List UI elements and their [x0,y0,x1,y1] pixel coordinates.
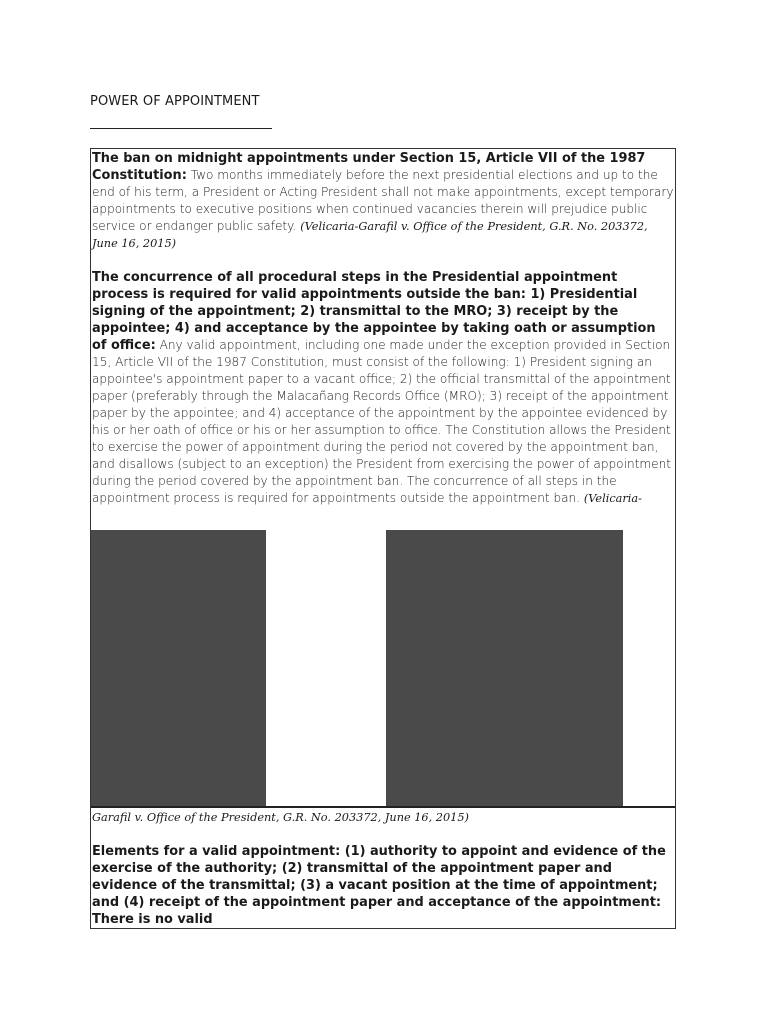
paragraph-heading: Elements for a valid appointment: (1) authority to appoint and evidence of the exercise of the authority; (2) transmittal of the appointment paper and evidence of the transmittal; (3) a vacant position at the time of appointment; and (4) receipt of the appointment paper and acceptance of the appointment: There is no valid [92,844,666,927]
redaction-block [386,530,623,806]
content-bottom [91,826,675,928]
paragraph-heading: The concurrence of all procedural steps in the Presidential appointment process is required for valid appointments outside the ban: 1) Presidential signing of the appointment; 2) transmittal to the MRO; 3) receipt by the appointee; 4) and acceptance by the appointee by taking oath or assumption of office: [92,270,656,353]
paragraph-citation-end: Garafil v. Office of the President, G.R. No. 203372, June 16, 2015) [92,811,469,824]
paragraph-heading: The ban on midnight appointments under Section 15, Article VII of the 1987 Constitution: [92,151,646,183]
redaction-block [91,530,266,806]
document-title: POWER OF APPOINTMENT [90,94,260,109]
paragraph-procedural-steps [91,269,675,507]
paragraph-elements [91,843,675,928]
redaction-area [91,514,675,808]
content-box [90,148,676,929]
paragraph-citation-start: (Velicaria- [583,492,642,505]
paragraph-body: Two months immediately before the next presidential elections and up to the end of his term, a President or Acting President shall not make appointments, except temporary appointments to executive positions when continued vacancies therein will prejudice public service or endanger public safety. [92,168,674,233]
title-underline [90,128,272,129]
paragraph-citation: (Velicaria-Garafil v. Office of the President, G.R. No. 203372, June 16, 2015) [92,220,648,250]
paragraph-midnight-ban [91,150,675,252]
paragraph-body: Any valid appointment, including one made under the exception provided in Section 15, Article VII of the 1987 Constitution, must consist of the following: 1) President signing an appointee's appointment paper to a vacant office; 2) the official transmittal of the appointment paper (preferably through the Malacañang Records Office (MRO); 3) receipt of the appointment paper by the appointee; and 4) acceptance of the appointment by the appointee evidenced by his or her oath of office or his or her assumption to office. The Constitution allows the President to exercise the power of appointment during the period not covered by the appointment ban, and disallows (subject to an exception) the President from exercising the power of appointment during the period covered by the appointment ban. The concurrence of all steps in the appointment process is required for appointments outside the appointment ban. [92,338,671,505]
citation-continued [91,808,675,826]
content-top [91,149,675,514]
